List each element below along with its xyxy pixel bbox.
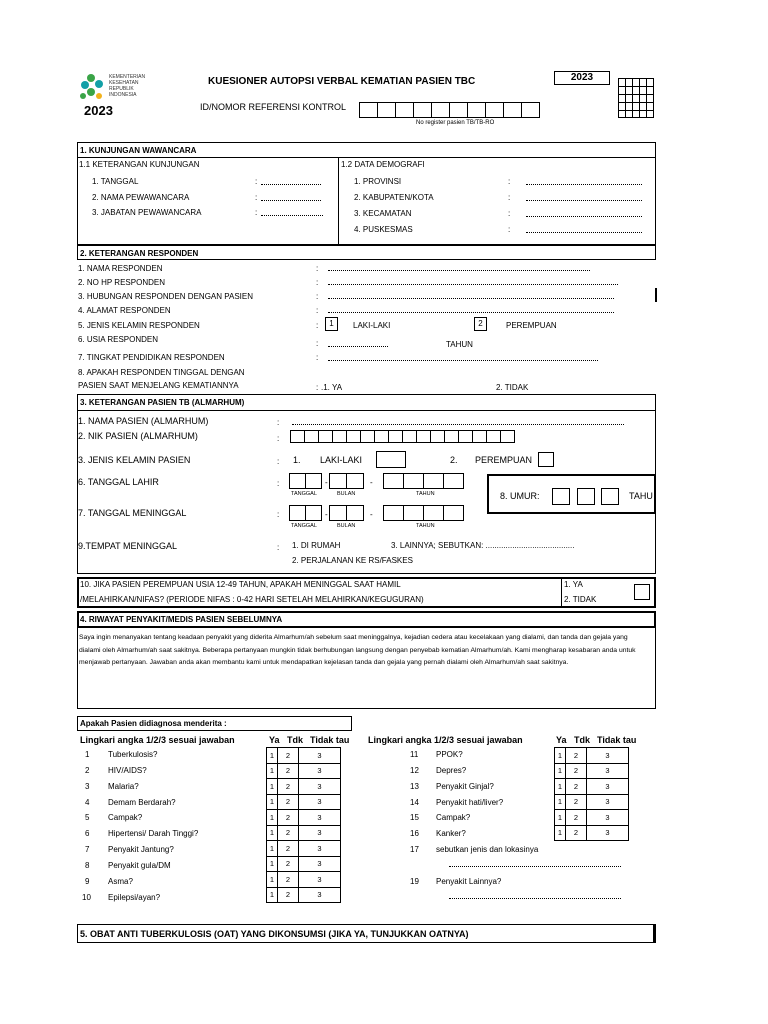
diag-title: Apakah Pasien didiagnosa menderita :	[80, 719, 227, 728]
answer-ya[interactable]: 1	[267, 748, 278, 764]
s2-alamat-label: 4. ALAMAT RESPONDEN	[78, 306, 171, 315]
s3-laki-checkbox[interactable]	[376, 451, 406, 468]
disease-name: Penyakit gula/DM	[108, 861, 171, 870]
answer-ya[interactable]: 1	[555, 794, 566, 810]
answer-tdk[interactable]: 2	[278, 872, 299, 888]
circle-label-left: Lingkari angka 1/2/3 sesuai jawaban	[80, 735, 235, 745]
s2-hubungan-field[interactable]	[328, 298, 614, 299]
s2-perempuan-label: PEREMPUAN	[506, 321, 557, 330]
s2-jk-opt2-box[interactable]: 2	[474, 317, 487, 331]
answer-ya[interactable]: 1	[267, 763, 278, 779]
disease-no: 1	[85, 750, 90, 759]
s1-left-title: 1.1 KETERANGAN KUNJUNGAN	[79, 160, 200, 169]
s2-hp-label: 2. NO HP RESPONDEN	[78, 278, 165, 287]
s4-intro: Saya ingin menanyakan tentang keadaan penyakit yang diderita Almarhum/ah sebelum saat meninggalnya, kejadian cedera atau kecelakaan yang dialami, dan tanda dan gejala yang dialami oleh Almarhum/ah saat sakitnya. Beberapa pertanyaan mungkin tidak berhubungan langsung dengan penyebab kematian Almarhum/ah. Kami mengharap kesabaran anda untuk menjawab pertanyaan. Jawaban anda akan membantu kami untuk mendapatkan kejelasan tanda dan gejala yang pernah dialami oleh Almarhum/ah saat sakitnya.	[79, 634, 636, 667]
disease-no: 4	[85, 798, 90, 807]
disease-no: 16	[410, 829, 419, 838]
s3-meninggal-tanggal-cells[interactable]	[290, 505, 322, 521]
s1-pewawancara-label: 2. NAMA PEWAWANCARA	[92, 193, 190, 202]
s2-usia-label: 6. USIA RESPONDEN	[78, 335, 159, 344]
s4-17-field[interactable]	[449, 866, 621, 867]
ref-label: ID/NOMOR REFERENSI KONTROL	[200, 102, 347, 112]
disease-name: Depres?	[436, 766, 467, 775]
disease-no: 11	[410, 750, 419, 759]
s3-meninggal-bulan-cells[interactable]	[330, 505, 364, 521]
answer-row	[555, 825, 629, 841]
s1-kecamatan-field[interactable]	[526, 216, 642, 217]
answer-ya[interactable]: 1	[555, 748, 566, 764]
s2-laki-label: LAKI-LAKI	[353, 321, 391, 330]
s3-lahir-tanggal-caption: TANGGAL	[291, 491, 317, 497]
disease-no: 10	[82, 893, 91, 902]
s1-jabatan-field[interactable]	[261, 215, 323, 216]
disease-name: Demam Berdarah?	[108, 798, 176, 807]
form-title: KUESIONER AUTOPSI VERBAL KEMATIAN PASIEN TBC	[208, 76, 476, 87]
answer-ya[interactable]: 1	[555, 763, 566, 779]
disease-no: 8	[85, 861, 90, 870]
answer-ya[interactable]: 1	[267, 856, 278, 872]
s3-nama-label: 1. NAMA PASIEN (ALMARHUM)	[78, 416, 209, 426]
s2-ya-option[interactable]: .1. YA	[321, 383, 343, 392]
year-box: 2023	[554, 71, 610, 85]
answer-row	[555, 763, 629, 779]
s1-provinsi-field[interactable]	[526, 184, 642, 185]
answer-tdk[interactable]: 2	[278, 887, 299, 903]
s2-jk-label: 5. JENIS KELAMIN RESPONDEN	[78, 321, 200, 330]
s3-jk-opt2: 2.	[450, 455, 458, 465]
disease-name: Kanker?	[436, 829, 466, 838]
answer-row	[267, 810, 341, 826]
grid-icon	[618, 78, 654, 118]
q10-answer-box[interactable]	[634, 584, 650, 600]
answer-row	[267, 856, 341, 872]
s3-nama-field[interactable]	[292, 424, 624, 425]
disease-name: sebutkan jenis dan lokasinya	[436, 845, 539, 854]
s2-hubungan-label: 3. HUBUNGAN RESPONDEN DENGAN PASIEN	[78, 292, 253, 301]
s1-right-title: 1.2 DATA DEMOGRAFI	[341, 160, 425, 169]
section-3-title: 3. KETERANGAN PASIEN TB (ALMARHUM)	[80, 398, 245, 407]
answer-tdk[interactable]: 2	[278, 763, 299, 779]
q10-text-2: /MELAHIRKAN/NIFAS? (PERIODE NIFAS : 0-42 HARI SETELAH MELAHIRKAN/KEGUGURAN)	[80, 595, 424, 604]
answer-grid-left	[266, 747, 341, 903]
answer-ya[interactable]: 1	[267, 841, 278, 857]
answer-tidak-tau[interactable]: 3	[299, 779, 341, 795]
q10-text-1: 10. JIKA PASIEN PEREMPUAN USIA 12-49 TAHUN, APAKAH MENINGGAL SAAT HAMIL	[80, 580, 401, 589]
s1-kecamatan-label: 3. KECAMATAN	[354, 209, 412, 218]
col-ya-left: Ya	[269, 735, 280, 745]
s3-umur-cell-3[interactable]	[601, 488, 619, 505]
s3-tempat-lainnya[interactable]: 3. LAINNYA; SEBUTKAN: ........................................	[391, 541, 575, 550]
answer-tidak-tau[interactable]: 3	[299, 810, 341, 826]
disease-name: Campak?	[436, 813, 471, 822]
disease-no: 2	[85, 766, 90, 775]
answer-ya[interactable]: 1	[267, 810, 278, 826]
answer-row	[267, 872, 341, 888]
s2-tinggal-label-1: 8. APAKAH RESPONDEN TINGGAL DENGAN	[78, 368, 245, 377]
disease-name: HIV/AIDS?	[108, 766, 147, 775]
s1-jabatan-label: 3. JABATAN PEWAWANCARA	[92, 208, 202, 217]
s3-umur-cell-1[interactable]	[552, 488, 570, 505]
answer-tidak-tau[interactable]: 3	[299, 856, 341, 872]
answer-row	[555, 810, 629, 826]
s1-puskesmas-label: 4. PUSKESMAS	[354, 225, 413, 234]
answer-ya[interactable]: 1	[555, 779, 566, 795]
disease-name: Asma?	[108, 877, 133, 886]
answer-tdk[interactable]: 2	[278, 794, 299, 810]
disease-no: 12	[410, 766, 419, 775]
answer-ya[interactable]: 1	[267, 794, 278, 810]
disease-no: 3	[85, 782, 90, 791]
col-tt-left: Tidak tau	[310, 735, 350, 745]
s3-meninggal-tanggal-caption: TANGGAL	[291, 523, 317, 529]
s3-lahir-label: 6. TANGGAL LAHIR	[78, 477, 159, 487]
disease-name: Penyakit hati/liver?	[436, 798, 504, 807]
q10-ya: 1. YA	[564, 580, 583, 589]
disease-name: Malaria?	[108, 782, 139, 791]
disease-name: Tuberkulosis?	[108, 750, 158, 759]
answer-tidak-tau[interactable]: 3	[299, 794, 341, 810]
disease-no: 7	[85, 845, 90, 854]
answer-row	[555, 748, 629, 764]
answer-tdk[interactable]: 2	[278, 856, 299, 872]
s3-nik-cells[interactable]	[291, 430, 515, 443]
col-tdk-right: Tdk	[574, 735, 591, 745]
section-2-title: 2. KETERANGAN RESPONDEN	[80, 249, 199, 258]
answer-row	[267, 841, 341, 857]
answer-tidak-tau[interactable]: 3	[587, 794, 629, 810]
answer-row	[267, 748, 341, 764]
s3-jk-opt1: 1.	[293, 455, 301, 465]
s4-19-field[interactable]	[449, 898, 621, 899]
answer-tdk[interactable]: 2	[278, 841, 299, 857]
answer-ya[interactable]: 1	[555, 825, 566, 841]
s1-tanggal-label: 1. TANGGAL	[92, 177, 139, 186]
s1-puskesmas-field[interactable]	[526, 232, 642, 233]
disease-name: Penyakit Jantung?	[108, 845, 174, 854]
answer-row	[267, 794, 341, 810]
answer-tidak-tau[interactable]: 3	[299, 763, 341, 779]
s2-tahun-label: TAHUN	[446, 340, 473, 349]
answer-ya[interactable]: 1	[267, 825, 278, 841]
disease-no: 17	[410, 845, 419, 854]
s3-tempat-label: 9.TEMPAT MENINGGAL	[78, 541, 178, 551]
answer-tidak-tau[interactable]: 3	[587, 825, 629, 841]
logo-caption: KEMENTERIAN KESEHATAN REPUBLIK INDONESIA	[109, 74, 146, 98]
answer-tidak-tau[interactable]: 3	[299, 748, 341, 764]
answer-tidak-tau[interactable]: 3	[587, 763, 629, 779]
section-4-title: 4. RIWAYAT PENYAKIT/MEDIS PASIEN SEBELUMNYA	[80, 615, 283, 624]
answer-tidak-tau[interactable]: 3	[299, 887, 341, 903]
answer-tidak-tau[interactable]: 3	[587, 779, 629, 795]
answer-grid-right	[554, 747, 629, 841]
answer-tidak-tau[interactable]: 3	[587, 748, 629, 764]
disease-no: 9	[85, 877, 90, 886]
s3-tempat-perjalanan[interactable]: 2. PERJALANAN KE RS/FASKES	[292, 556, 413, 565]
answer-row	[555, 794, 629, 810]
section-5-title: 5. OBAT ANTI TUBERKULOSIS (OAT) YANG DIKONSUMSI (JIKA YA, TUNJUKKAN OATNYA)	[80, 929, 469, 939]
s3-laki-label: LAKI-LAKI	[320, 455, 363, 465]
answer-tdk[interactable]: 2	[278, 825, 299, 841]
section-1-title: 1. KUNJUNGAN WAWANCARA	[80, 146, 197, 155]
s2-nama-field[interactable]	[328, 270, 590, 271]
disease-name: Epilepsi/ayan?	[108, 893, 161, 902]
s3-perempuan-label: PEREMPUAN	[475, 455, 533, 465]
answer-row	[267, 825, 341, 841]
disease-name: Campak?	[108, 813, 143, 822]
s3-meninggal-tahun-cells[interactable]	[384, 505, 464, 521]
s1-kabupaten-field[interactable]	[526, 200, 642, 201]
answer-tidak-tau[interactable]: 3	[587, 810, 629, 826]
s2-pendidikan-label: 7. TINGKAT PENDIDIKAN RESPONDEN	[78, 353, 225, 362]
s2-tidak-option[interactable]: 2. TIDAK	[496, 383, 529, 392]
s2-jk-opt1-box[interactable]: 1	[325, 317, 338, 331]
s3-perempuan-checkbox[interactable]	[538, 452, 554, 467]
q10-tidak: 2. TIDAK	[564, 595, 597, 604]
s3-lahir-tahun-cells[interactable]	[384, 473, 464, 489]
answer-tdk[interactable]: 2	[566, 810, 587, 826]
s3-jk-label: 3. JENIS KELAMIN PASIEN	[78, 455, 191, 465]
s3-nik-label: 2. NIK PASIEN (ALMARHUM)	[78, 431, 198, 441]
s2-usia-field[interactable]	[328, 346, 388, 347]
disease-name: Penyakit Lainnya?	[436, 877, 502, 886]
answer-tdk[interactable]: 2	[278, 810, 299, 826]
answer-tdk[interactable]: 2	[566, 748, 587, 764]
s1-tanggal-field[interactable]	[261, 184, 321, 185]
s1-provinsi-label: 1. PROVINSI	[354, 177, 402, 186]
disease-name: Hipertensi/ Darah Tinggi?	[108, 829, 199, 838]
s3-lahir-tanggal-cells[interactable]	[290, 473, 322, 489]
s3-lahir-tahun-caption: TAHUN	[416, 491, 435, 497]
kemenkes-logo	[77, 72, 113, 102]
answer-tdk[interactable]: 2	[278, 748, 299, 764]
s3-umur-tahun: TAHU	[629, 491, 653, 501]
answer-tidak-tau[interactable]: 3	[299, 872, 341, 888]
answer-tidak-tau[interactable]: 3	[299, 825, 341, 841]
logo-year: 2023	[84, 103, 113, 118]
answer-tdk[interactable]: 2	[566, 779, 587, 795]
answer-ya[interactable]: 1	[267, 779, 278, 795]
disease-no: 14	[410, 798, 419, 807]
disease-no: 19	[410, 877, 419, 886]
ref-note: No register pasien TB/TB-RO	[416, 120, 495, 126]
s2-tinggal-label-2: PASIEN SAAT MENJELANG KEMATIANNYA	[78, 381, 239, 390]
s3-meninggal-bulan-caption: BULAN	[337, 523, 356, 529]
disease-no: 15	[410, 813, 419, 822]
s3-umur-label: 8. UMUR:	[500, 491, 540, 501]
answer-row	[267, 763, 341, 779]
ref-number-cells[interactable]	[360, 102, 540, 118]
s3-meninggal-tahun-caption: TAHUN	[416, 523, 435, 529]
answer-tdk[interactable]: 2	[566, 794, 587, 810]
s2-hp-field[interactable]	[328, 284, 618, 285]
s2-alamat-field[interactable]	[328, 312, 614, 313]
answer-row	[555, 779, 629, 795]
answer-tidak-tau[interactable]: 3	[299, 841, 341, 857]
disease-name: PPOK?	[436, 750, 463, 759]
answer-row	[267, 779, 341, 795]
s1-kabupaten-label: 2. KABUPATEN/KOTA	[354, 193, 434, 202]
answer-tdk[interactable]: 2	[278, 779, 299, 795]
s3-tempat-rumah[interactable]: 1. DI RUMAH	[292, 541, 341, 550]
s3-meninggal-label: 7. TANGGAL MENINGGAL	[78, 508, 187, 518]
s2-nama-label: 1. NAMA RESPONDEN	[78, 264, 163, 273]
s1-pewawancara-field[interactable]	[261, 200, 321, 201]
s3-lahir-bulan-cells[interactable]	[330, 473, 364, 489]
answer-ya[interactable]: 1	[267, 887, 278, 903]
answer-tdk[interactable]: 2	[566, 825, 587, 841]
answer-ya[interactable]: 1	[555, 810, 566, 826]
circle-label-right: Lingkari angka 1/2/3 sesuai jawaban	[368, 735, 523, 745]
col-ya-right: Ya	[556, 735, 567, 745]
disease-name: Penyakit Ginjal?	[436, 782, 494, 791]
disease-no: 6	[85, 829, 90, 838]
answer-row	[267, 887, 341, 903]
answer-ya[interactable]: 1	[267, 872, 278, 888]
col-tt-right: Tidak tau	[597, 735, 637, 745]
s3-umur-cell-2[interactable]	[577, 488, 595, 505]
disease-no: 5	[85, 813, 90, 822]
answer-tdk[interactable]: 2	[566, 763, 587, 779]
s3-lahir-bulan-caption: BULAN	[337, 491, 356, 497]
col-tdk-left: Tdk	[287, 735, 304, 745]
s2-pendidikan-field[interactable]	[328, 360, 598, 361]
disease-no: 13	[410, 782, 419, 791]
